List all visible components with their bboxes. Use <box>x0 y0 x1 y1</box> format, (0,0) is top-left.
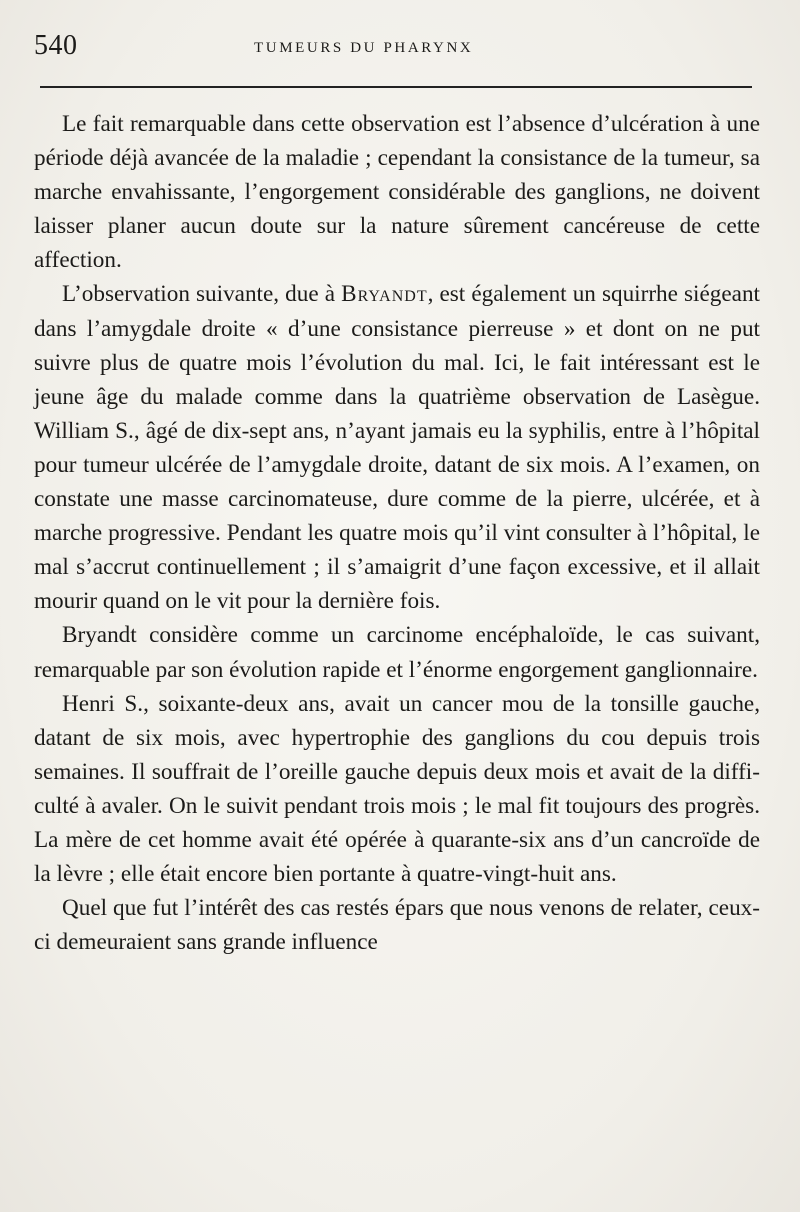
paragraph-5: Quel que fut l’intérêt des cas restés épars que nous venons de relater, ceux-ci demeuraient sans grande influence <box>34 895 760 956</box>
header-rule <box>40 86 752 88</box>
paragraph-3: Bryandt considère comme un carcinome encéphaloïde, le cas suivant, remarquable par son évolution rapide et l’énorme engorgement ganglionnaire. <box>34 622 760 683</box>
author-name: Bryandt <box>341 281 428 308</box>
body-text <box>34 107 760 959</box>
paragraph-4: Henri S., soixante-deux ans, avait un cancer mou de la tonsille gauche, datant de six mois, avec hypertrophie des ganglions du cou depuis trois semaines. Il souffrait de l’oreille gauche depuis deux mois et avait de la difficulté à avaler. On le suivit pendant trois mois ; le mal fit toujours des progrès. La mère de cet homme avait été opérée à quarante-six ans d’un cancroïde de la lèvre ; elle était encore bien portante à quatre-vingt-huit ans. <box>34 690 760 888</box>
paragraph-1: Le fait remarquable dans cette observation est l’absence d’ulcération à une période déjà avancée de la maladie ; cependant la consistance de la tumeur, sa marche envahissante, l’engorgement considérable des ganglions, ne doivent laisser planer aucun doute sur la nature sûrement cancéreuse de cette affection. <box>34 111 760 274</box>
running-head <box>34 30 754 70</box>
paragraph-2-lead: L’observation suivante, due à <box>62 281 342 308</box>
page-number: 540 <box>34 30 78 61</box>
running-title: TUMEURS DU PHARYNX <box>254 40 474 56</box>
paragraph-2-rest: , est également un squirrhe siégeant dans l’amygdale droite « d’une consistance pierreuse » et dont on ne put suivre plus de quatre mois l’évolution du mal. Ici, le fait intéressant est le jeune âge du malade comme dans la quatrième observation de Lasègue. William S., âgé de dix-sept ans, n’ayant jamais eu la syphilis, entre à l’hôpital pour tumeur ulcérée de l’amygdale droite, datant de six mois. A l’examen, on constate une masse carcinomateuse, dure comme de la pierre, ulcérée, et à marche progressive. Pendant les quatre mois qu’il vint consulter à l’hôpital, le mal s’accrut continuellement ; il s’amaigrit d’une façon excessive, et il allait mourir quand on le vit pour la dernière fois. <box>34 281 760 615</box>
paragraph-2 <box>34 277 760 618</box>
